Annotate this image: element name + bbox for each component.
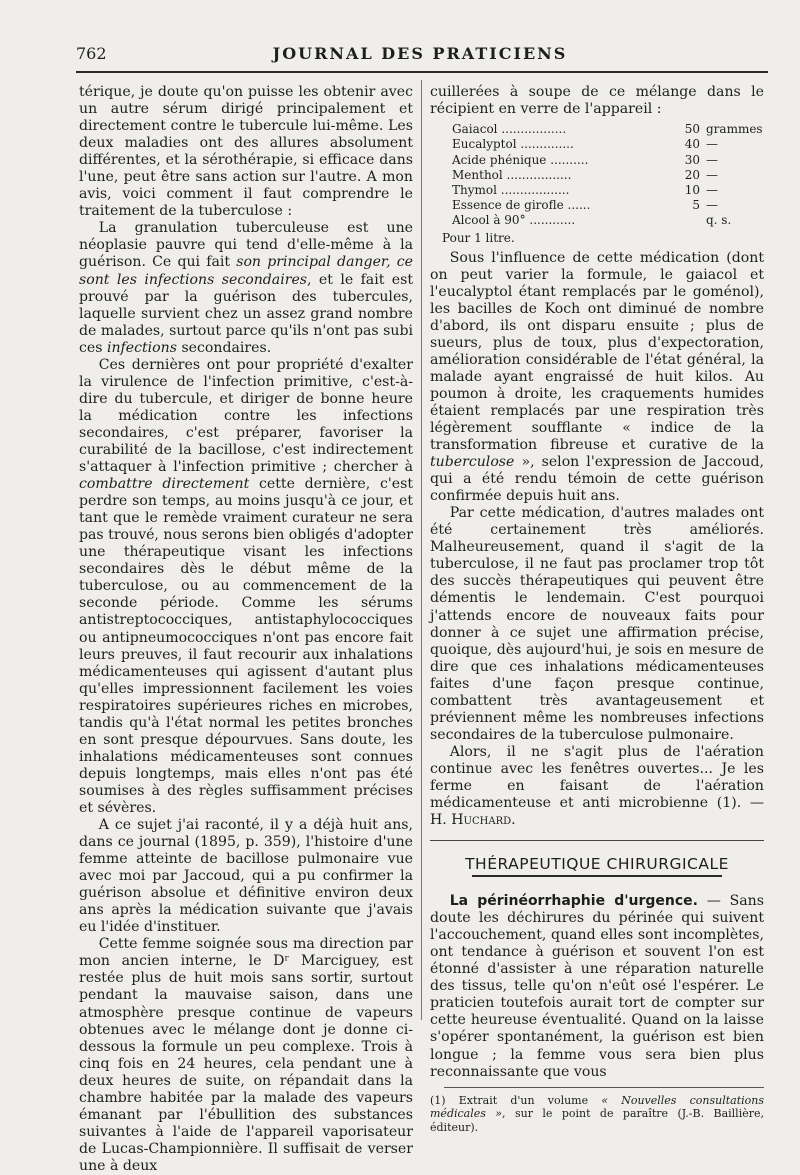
journal-title: JOURNAL DES PRATICIENS <box>272 44 568 63</box>
ingredient-qty: 10 <box>684 182 700 197</box>
author-signature: H. Huchard. <box>430 812 516 829</box>
paragraph: Par cette médication, d'autres malades ont été certainement très améliorés. Malheureusement, quand il s'agit de la tuberculose, il ne faut pas proclamer trop tôt des succès thérapeutiques qui peuvent être démentis le lendemain. C'est pourquoi j'attends encore de nouveaux faits pour donner à ce sujet une affirmation précise, quoique, dès aujourd'hui, je sois en mesure de dire que ces inhalations médicamenteuses faites d'une façon presque continue, combattent très avantageusement et préviennent même les nombreuses infections secondaires de la tuberculose pulmonaire. <box>430 505 764 743</box>
text-run: , et le fait est prouvé par la guérison des tubercules, laquelle survient chez un assez grand nombre de malades, surtout parce qu'ils n'ont pas subi ces <box>79 271 413 356</box>
paragraph: Cette femme soignée sous ma direction par mon ancien interne, le Dʳ Marciguey, est restée plus de huit mois sans sortir, surtout pendant la mauvaise saison, dans une atmosphère presque continue de vapeurs obtenues avec le mélange dont je donne ci-dessous la formule un peu complexe. Trois à cinq fois en 24 heures, cela pendant une à deux heures de suite, on répandait dans la chambre habitée par la malade des vapeurs émanant par l'ébullition des substances suivantes à l'aide de l'appareil vaporisateur de Lucas-Championnière. Il suffisait de verser une à deux <box>79 936 413 1174</box>
footnote <box>430 1094 764 1135</box>
ingredient-qty: 50 <box>684 122 700 137</box>
article-lead: La périnéorrhaphie d'urgence. <box>449 893 698 910</box>
recipe-row <box>452 137 763 152</box>
italic-run: infections <box>106 339 177 356</box>
right-column <box>430 84 764 1134</box>
ingredient-qty <box>660 213 706 228</box>
recipe-row <box>452 198 763 213</box>
dot-leader: ............ <box>525 213 576 228</box>
ingredient-unit: grammes <box>706 122 763 137</box>
section-title: THÉRAPEUTIQUE CHIRURGICALE <box>465 855 729 874</box>
ingredient-name: Acide phénique .......... <box>452 152 589 167</box>
paragraph: cuillerées à soupe de ce mélange dans le récipient en verre de l'appareil : <box>430 84 764 118</box>
text-run: cette dernière, c'est perdre son temps, au moins jusqu'à ce jour, et tant que le remède vraiment curateur ne sera pas trouvé, nous serons bien obligés d'adopter une thérapeutique visant les infections secondaires dès le début même de la tuberculose, ou au commencement de la seconde période. Comme les sérums antistreptococciques, antistaphylococciques ou antipneumococciques n'ont pas encore fait leurs preuves, il faut recourir aux inhalations médicamenteuses qui agissent d'autant plus qu'elles impressionnent facilement les voies respiratoires supérieures riches en microbes, tandis qu'à l'état normal les petites bronches en sont presque dépourvues. Sans doute, les inhalations médicamenteuses sont connues depuis longtemps, mais elles n'ont pas été soumises à des règles suffisamment précises et sévères. <box>79 476 413 816</box>
text-run: , sur le point de paraître (J.-B. Baillière, éditeur). <box>430 1107 764 1134</box>
text-run: », selon l'expression de Jaccoud, qui a été rendu témoin de cette guérison confirmée depuis huit ans. <box>430 454 764 505</box>
ingredient-unit: q. s. <box>706 213 732 228</box>
italic-run: combattre directement <box>79 476 250 493</box>
left-column <box>79 84 413 1175</box>
paragraph: térique, je doute qu'on puisse les obtenir avec un autre sérum dirigé principalement et directement contre le tubercule lui-même. Les deux maladies ont des allures absolument différentes, et la sérothérapie, si efficace dans l'une, peut être sans action sur l'autre. A mon avis, voici comment il faut comprendre le traitement de la tuberculose : <box>79 84 413 220</box>
text-run: Sous l'influence de cette médication (dont on peut varier la formule, le gaiacol et l'eucalyptol étant remplacés par le goménol), les bacilles de Koch ont diminué de nombre d'abord, ils ont disparu ensuite ; plus de sueurs, plus de toux, plus d'expectoration, amélioration considérable de l'état général, la malade ayant engraissé de huit kilos. Au poumon à droite, les craquements humides étaient remplacés par une respiration très légèrement soufflante « indice de la transformation fibreuse et curative de la <box>430 249 764 454</box>
recipe-yield: Pour 1 litre. <box>442 230 515 245</box>
section-title-underline <box>472 875 722 877</box>
ingredient-qty: 30 <box>684 152 700 167</box>
ingredient-name: Thymol .................. <box>452 182 570 197</box>
footnote-rule <box>444 1087 764 1088</box>
italic-run: tuberculose <box>430 454 515 471</box>
paragraph <box>79 220 413 356</box>
paragraph: A ce sujet j'ai raconté, il y a déjà huit ans, dans ce journal (1895, p. 359), l'histoire d'une femme atteinte de bacillose pulmonaire vue avec moi par Jaccoud, qui a pu confirmer la guérison absolue et définitive environ deux ans après la médication suivante que j'avais eu l'idée d'instituer. <box>79 817 413 936</box>
dot-leader: .......... <box>546 152 589 167</box>
text-run: — Sans doute les déchirures du périnée qui suivent l'accouchement, quand elles sont incomplètes, ont tendance à guérison et souvent l'on est étonné d'assister à une réparation naturelle des tissus, telle qu'on n'eût osé l'espérer. Le praticien toutefois aurait tort de compter sur cette heureuse éventualité. Quand on la laisse s'opérer spontanément, la guérison est bien longue ; la femme vous sera bien plus reconnaissante que vous <box>430 893 764 1080</box>
column-divider <box>421 80 422 1020</box>
ingredient-qty: 40 <box>684 137 700 152</box>
paragraph <box>79 357 413 817</box>
page-header <box>76 44 764 66</box>
paragraph <box>430 250 764 506</box>
ingredient-unit: — <box>706 167 718 182</box>
ingredient-unit: — <box>706 152 718 167</box>
paragraph <box>430 744 764 829</box>
ingredient-name: Eucalyptol .............. <box>452 137 574 152</box>
dot-leader: ...... <box>563 198 591 213</box>
recipe-row <box>452 168 763 183</box>
italic-run: son principal danger, ce sont les infections secondaires <box>79 254 413 288</box>
section-divider <box>430 840 764 841</box>
recipe-row <box>452 153 763 168</box>
ingredient-name: Gaiacol ................. <box>452 122 567 137</box>
dot-leader: ................. <box>497 122 567 137</box>
ingredient-unit: — <box>706 198 718 213</box>
recipe-row <box>452 183 763 198</box>
header-rule <box>76 71 768 73</box>
recipe-table <box>452 122 763 228</box>
text-run: Alors, il ne s'agit plus de l'aération continue avec les fenêtres ouvertes... Je les ferme en faisant de l'aération médicamenteuse et anti microbienne (1). — <box>430 743 764 812</box>
ingredient-name: Alcool à 90° ............ <box>452 213 576 228</box>
recipe-row <box>452 122 763 137</box>
dot-leader: ................. <box>502 167 572 182</box>
dot-leader: .............. <box>516 137 574 152</box>
ingredient-unit: — <box>706 182 718 197</box>
dot-leader: .................. <box>496 182 570 197</box>
page-number: 762 <box>76 44 107 63</box>
text-run: (1) Extrait d'un volume <box>430 1093 602 1107</box>
paragraph <box>430 893 764 1081</box>
ingredient-name: Essence de girofle ...... <box>452 198 591 213</box>
recipe-row <box>452 213 763 228</box>
text-run: La granulation tuberculeuse est une néoplasie pauvre qui tend d'elle-même à la guérison. Ce qui fait <box>79 220 413 271</box>
text-run: secondaires. <box>176 339 272 356</box>
ingredient-qty: 20 <box>684 167 700 182</box>
text-run: Ces dernières ont pour propriété d'exalter la virulence de l'infection primitive, c'est-à-dire du tubercule, et diriger de bonne heure la médication contre les infections secondaires, c'est préparer, favoriser la curabilité de la bacillose, c'est indirectement s'attaquer à l'infection primitive ; chercher à <box>79 356 413 476</box>
ingredient-name: Menthol ................. <box>452 167 572 182</box>
ingredient-qty: 5 <box>692 198 700 213</box>
ingredient-unit: — <box>706 137 718 152</box>
italic-run: « Nouvelles consultations médicales » <box>430 1093 765 1121</box>
